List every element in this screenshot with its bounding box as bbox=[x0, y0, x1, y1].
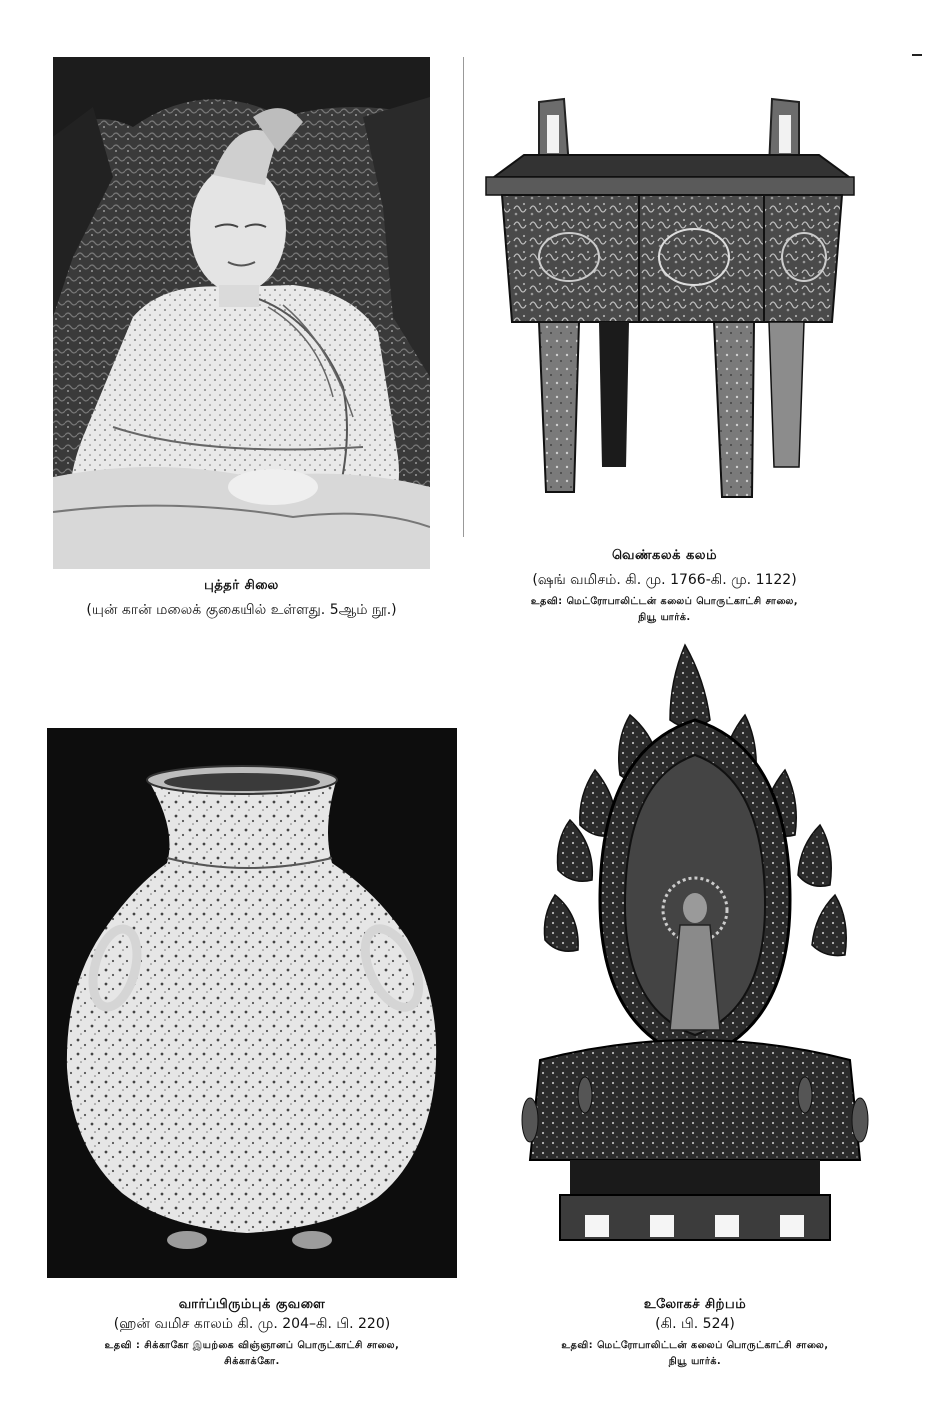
vase-caption bbox=[47, 1297, 457, 1370]
metal-credit-line2: நியூ யார்க். bbox=[668, 1356, 722, 1367]
vase-photo bbox=[47, 728, 457, 1278]
buddha-caption bbox=[53, 578, 430, 620]
metal-sculpture-photo bbox=[500, 640, 890, 1280]
vase-credit-line1: உதவி : சிக்காகோ இயற்கை விஞ்ஞானப் பொருட்காட்சி சாலை, bbox=[104, 1340, 400, 1351]
vase-credit-line2: சிக்காக்கோ. bbox=[224, 1356, 280, 1367]
buddha-subtitle: (யுன் கான் மலைக் குகையில் உள்ளது. 5ஆம் நூ.) bbox=[86, 602, 397, 618]
vase-subtitle: (ஹன் வமிச காலம் கி. மு. 204–கி. பி. 220) bbox=[113, 1316, 391, 1332]
metal-credit-line1: உதவி: மெட்ரோபாலிட்டன் கலைப் பொருட்காட்சி சாலை, bbox=[561, 1340, 829, 1351]
metal-credit bbox=[500, 1338, 890, 1370]
metal-subtitle: (கி. பி. 524) bbox=[655, 1316, 735, 1332]
vase-credit bbox=[47, 1338, 457, 1370]
bronze-credit-line1: உதவி: மெட்ரோபாலிட்டன் கலைப் பொருட்காட்சி சாலை, bbox=[530, 596, 799, 607]
bronze-credit bbox=[463, 594, 866, 626]
vase-title: வார்ப்பிரும்புக் குவளை bbox=[178, 1297, 326, 1312]
buddha-title: புத்தர் சிலை bbox=[204, 578, 279, 593]
bronze-title: வெண்கலக் கலம் bbox=[611, 548, 718, 563]
page-corner-mark bbox=[912, 54, 922, 56]
metal-title: உலோகச் சிற்பம் bbox=[643, 1297, 747, 1312]
buddha-photo bbox=[53, 57, 430, 569]
bronze-credit-line2: நியூ யார்க். bbox=[638, 612, 691, 623]
metal-caption bbox=[500, 1297, 890, 1370]
bronze-subtitle: (ஷங் வமிசம். கி. மு. 1766-கி. மு. 1122) bbox=[532, 572, 797, 588]
bronze-vessel-photo bbox=[463, 57, 867, 537]
bronze-caption bbox=[463, 548, 866, 626]
